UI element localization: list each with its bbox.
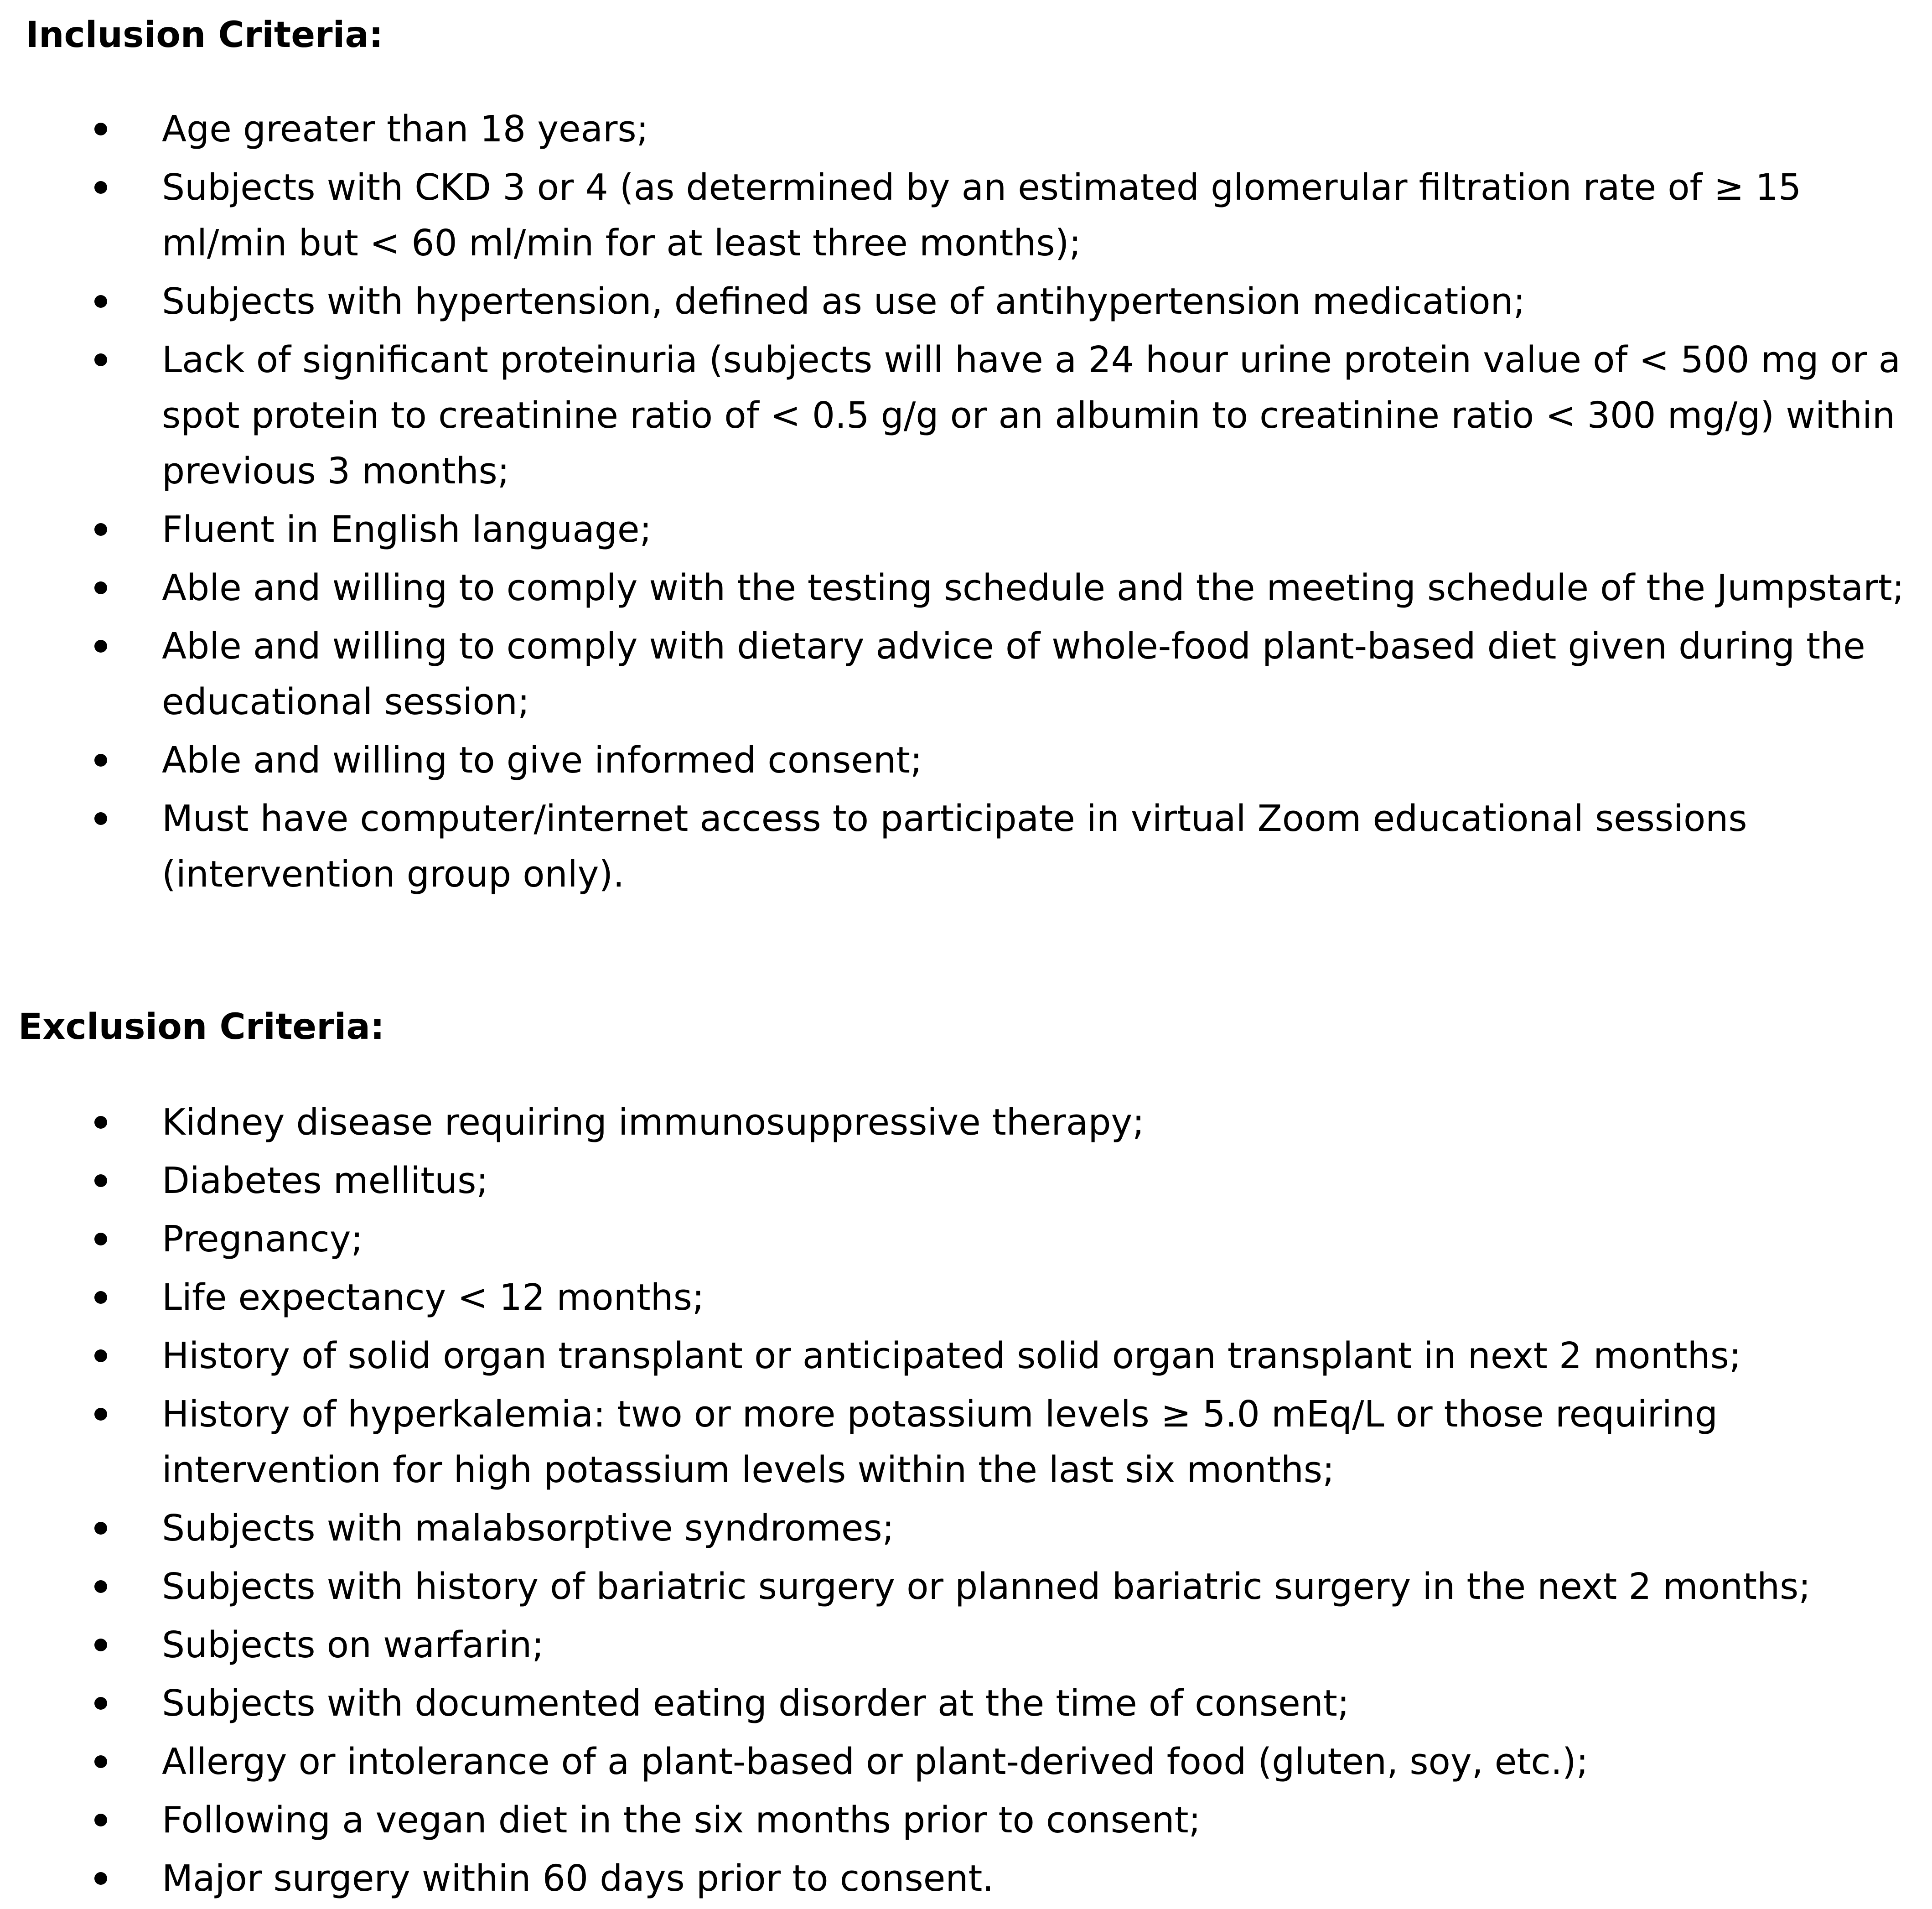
- bullet-icon: [94, 353, 107, 366]
- list-item-text: Kidney disease requiring immunosuppressive therapy;: [162, 1101, 1145, 1143]
- list-item-text: Able and willing to give informed consent;: [162, 739, 922, 781]
- list-item-text: Following a vegan diet in the six months prior to consent;: [162, 1799, 1201, 1841]
- list-item: [0, 274, 1927, 329]
- list-item: [0, 1386, 1927, 1498]
- bullet-icon: [94, 123, 107, 135]
- list-item: [0, 791, 1927, 902]
- list-item: [0, 732, 1927, 788]
- bullet-icon: [94, 1639, 107, 1651]
- bullet-icon: [94, 1522, 107, 1535]
- bullet-icon: [94, 1349, 107, 1362]
- list-item: [0, 560, 1927, 616]
- exclusion-criteria-list: [0, 1095, 1932, 1909]
- bullet-icon: [94, 1233, 107, 1245]
- bullet-icon: [94, 1697, 107, 1710]
- bullet-icon: [94, 523, 107, 536]
- bullet-icon: [94, 1814, 107, 1826]
- list-item: [0, 618, 1927, 730]
- list-item: [0, 1734, 1927, 1790]
- list-item-text: Subjects with documented eating disorder at the time of consent;: [162, 1682, 1350, 1724]
- list-item: [0, 1617, 1927, 1673]
- list-item: [0, 1095, 1927, 1150]
- list-item-text: History of solid organ transplant or anticipated solid organ transplant in next 2 months;: [162, 1335, 1741, 1377]
- list-item: [0, 502, 1927, 557]
- list-item: [0, 1211, 1927, 1267]
- list-item-text: Able and willing to comply with the testing schedule and the meeting schedule of the Jumpstart;: [162, 567, 1905, 609]
- list-item-text: Subjects with history of bariatric surgery or planned bariatric surgery in the next 2 months;: [162, 1566, 1811, 1608]
- list-item-text: Pregnancy;: [162, 1218, 363, 1260]
- list-item: [0, 1792, 1927, 1848]
- bullet-icon: [94, 1755, 107, 1768]
- list-item: [0, 1559, 1927, 1614]
- list-item-text: Subjects on warfarin;: [162, 1624, 544, 1666]
- bullet-icon: [94, 1408, 107, 1421]
- bullet-icon: [94, 295, 107, 308]
- list-item-text: Diabetes mellitus;: [162, 1160, 489, 1202]
- list-item-text: Age greater than 18 years;: [162, 108, 649, 150]
- bullet-icon: [94, 754, 107, 767]
- bullet-icon: [94, 640, 107, 653]
- exclusion-criteria-heading: Exclusion Criteria:: [18, 1006, 385, 1048]
- list-item-text: Major surgery within 60 days prior to consent.: [162, 1857, 994, 1899]
- list-item: [0, 1270, 1927, 1325]
- list-item: [0, 1851, 1927, 1906]
- list-item-text: Fluent in English language;: [162, 508, 652, 550]
- inclusion-criteria-list: [0, 101, 1932, 905]
- list-item-text: Must have computer/internet access to participate in virtual Zoom educational sessions (intervention group only).: [162, 798, 1747, 895]
- bullet-icon: [94, 1580, 107, 1593]
- list-item: [0, 160, 1927, 271]
- list-item: [0, 1328, 1927, 1384]
- list-item-text: Able and willing to comply with dietary advice of whole-food plant-based diet given during the educational session;: [162, 625, 1865, 723]
- list-item-text: Lack of significant proteinuria (subjects will have a 24 hour urine protein value of < 500 mg or a spot protein to creatinine ratio of < 0.5 g/g or an albumin to creatinine ratio < 300 mg/g) within previous 3 months;: [162, 339, 1901, 492]
- bullet-icon: [94, 1116, 107, 1129]
- bullet-icon: [94, 1291, 107, 1304]
- list-item: [0, 1500, 1927, 1556]
- bullet-icon: [94, 1174, 107, 1187]
- list-item: [0, 332, 1927, 499]
- list-item-text: Subjects with hypertension, defined as use of antihypertension medication;: [162, 280, 1526, 322]
- bullet-icon: [94, 812, 107, 825]
- bullet-icon: [94, 581, 107, 594]
- list-item-text: Subjects with malabsorptive syndromes;: [162, 1507, 895, 1549]
- list-item-text: Allergy or intolerance of a plant-based or plant-derived food (gluten, soy, etc.);: [162, 1741, 1589, 1783]
- list-item: [0, 1153, 1927, 1209]
- list-item-text: Subjects with CKD 3 or 4 (as determined by an estimated glomerular filtration rate of ≥ 15 ml/min but < 60 ml/min for at least three months);: [162, 166, 1802, 264]
- bullet-icon: [94, 1872, 107, 1885]
- list-item: [0, 101, 1927, 157]
- bullet-icon: [94, 181, 107, 194]
- list-item: [0, 1676, 1927, 1731]
- list-item-text: Life expectancy < 12 months;: [162, 1276, 704, 1318]
- inclusion-criteria-heading: Inclusion Criteria:: [26, 15, 383, 56]
- list-item-text: History of hyperkalemia: two or more potassium levels ≥ 5.0 mEq/L or those requiring intervention for high potassium levels within the last six months;: [162, 1393, 1718, 1491]
